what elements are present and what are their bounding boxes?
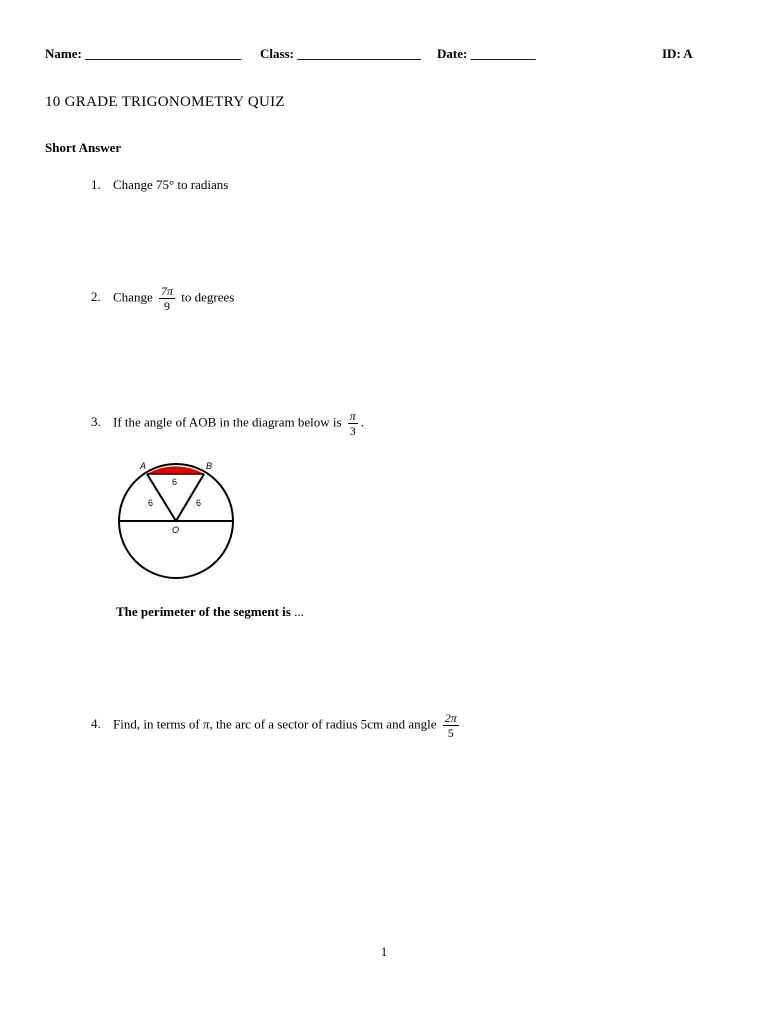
fraction (348, 410, 358, 437)
question-1 (91, 177, 228, 193)
circle-diagram-svg (113, 456, 241, 584)
question-text-pre: Change (113, 289, 153, 305)
id-label: ID: A (662, 46, 693, 61)
label-right-radius: 6 (196, 498, 202, 508)
question-text-post: . (360, 414, 365, 430)
fraction-numerator: 7π (160, 284, 173, 298)
question-number: 2. (91, 289, 101, 305)
header-row (45, 46, 705, 66)
fraction-denominator: 9 (163, 299, 170, 313)
question-number: 4. (91, 716, 101, 732)
perimeter-bold-text: The perimeter of the segment is (116, 604, 291, 619)
fraction-numerator: π (349, 409, 356, 423)
label-a: A (140, 461, 147, 471)
fraction-numerator: 2π (444, 711, 457, 725)
perimeter-prompt (116, 604, 304, 620)
question-3 (91, 410, 364, 437)
question-4 (91, 712, 462, 739)
question-text-mid: , the arc of a sector of radius 5cm and angle (209, 716, 437, 732)
pi-symbol: π (202, 716, 210, 732)
perimeter-ellipsis: ... (290, 604, 304, 619)
circle-diagram (113, 456, 241, 584)
fraction-denominator: 3 (349, 424, 356, 438)
name-field: Name: ________________________ (45, 46, 242, 61)
question-number: 3. (91, 414, 101, 430)
label-chord-length: 6 (172, 477, 178, 487)
question-number: 1. (91, 177, 101, 192)
page-number: 1 (380, 944, 388, 959)
fraction-denominator: 5 (447, 726, 454, 740)
fraction (443, 712, 459, 739)
question-2 (91, 285, 234, 312)
class-field: Class: ___________________ (260, 46, 421, 61)
label-o: O (172, 525, 180, 535)
quiz-title: 10 GRADE TRIGONOMETRY QUIZ (45, 94, 285, 110)
date-field: Date: __________ (437, 46, 536, 61)
question-text-pre: If the angle of AOB in the diagram below is (113, 414, 342, 430)
question-text-pre: Find, in terms of (113, 716, 200, 732)
question-text-post: to degrees (181, 289, 235, 305)
label-b: B (206, 461, 213, 471)
label-left-radius: 6 (148, 498, 154, 508)
question-text: Change 75° to radians (113, 177, 229, 192)
fraction (159, 285, 175, 312)
section-heading: Short Answer (45, 140, 122, 155)
